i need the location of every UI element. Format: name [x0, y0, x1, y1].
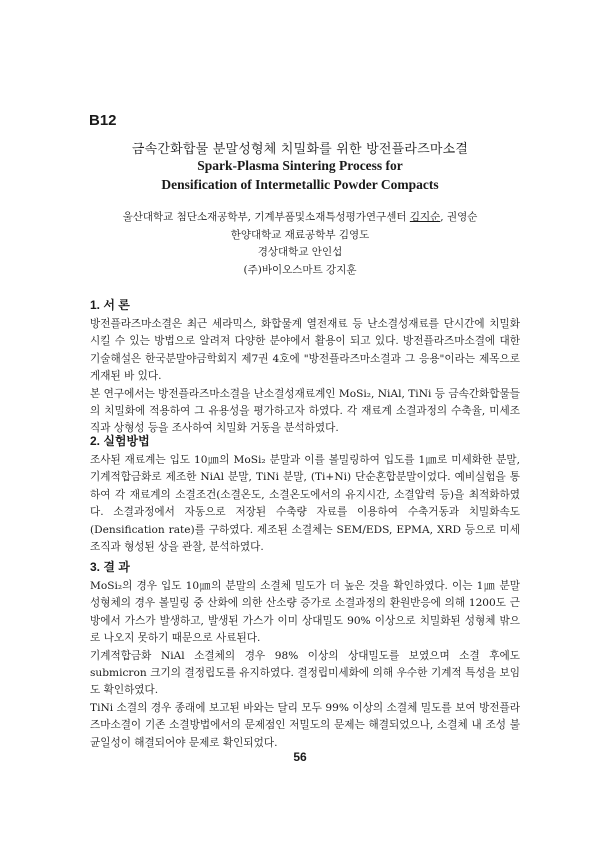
author-block — [0, 209, 600, 279]
section-introduction — [90, 296, 520, 438]
section-heading: 3. 결 과 — [90, 560, 130, 574]
section-heading: 2. 실험방법 — [90, 434, 150, 448]
page-number: 56 — [293, 750, 307, 764]
title-english-line-2: Densification of Intermetallic Powder Compacts — [161, 177, 439, 192]
title-english-line-1: Spark-Plasma Sintering Process for — [197, 158, 403, 173]
section-methods — [90, 432, 520, 556]
paragraph: MoSi₂의 경우 입도 10㎛의 분말의 소결체 밀도가 더 높은 것을 확인하였다. 이는 1㎛ 분말 성형체의 경우 볼밀링 중 산화에 의한 산소량 증가로 소결과정의 환원반응에 의해 1200도 근방에서 가스가 발생하고, 발생된 가스가 이미 상대밀도 90% 이상으로 치밀화된 성형체 밖으로 나오지 못하기 때문으로 사료된다. — [90, 580, 520, 645]
author-line-3: 경상대학교 안인섭 — [257, 246, 343, 258]
abstract-code: B12 — [89, 112, 117, 129]
presenting-author: 김지순 — [409, 211, 441, 223]
author-line-1 — [0, 209, 600, 227]
title-korean: 금속간화합물 분말성형체 치밀화를 위한 방전플라즈마소결 — [131, 142, 469, 157]
author-line-2: 한양대학교 재료공학부 김영도 — [230, 228, 370, 241]
paragraph: TiNi 소결의 경우 종래에 보고된 바와는 달리 모두 99% 이상의 소결체 밀도를 보여 방전플라즈마소결이 기존 소결방법에서의 문제점인 저밀도의 문제는 해결되었으나, 소결체 내 조성 불균일성이 해결되어야 문제로 확인되었다. — [90, 701, 520, 749]
author-line-4: (주)바이오스마트 강지훈 — [243, 263, 357, 276]
paragraph: 방전플라즈마소결은 최근 세라믹스, 화합물계 열전재료 등 난소결성재료를 단시간에 치밀화 시킬 수 있는 방법으로 알려져 다양한 분야에서 활용이 되고 있다. 방전플라즈마소결에 대한 기술해설은 한국분말야금학회지 제7권 4호에 "방전플라즈마소결과 그 응용"이라는 제목으로 게재된 바 있다. — [90, 318, 520, 383]
paragraph: 조사된 재료계는 입도 10㎛의 MoSi₂ 분말과 이를 볼밀링하여 입도를 1㎛로 미세화한 분말, 기계적합금화로 제조한 NiAl 분말, TiNi 분말, (Ti+Ni) 단순혼합분말이었다. 예비실험을 통하여 각 재료계의 소결조건(소결온도, 소결온도에서의 유지시간, 소결압력 등)을 최적화하였다. 소결과정에서 자동으로 저장된 수축량 자료를 이용하여 수축거동과 치밀화속도(Densification rate)를 구하였다. 제조된 소결체는 SEM/EDS, EPMA, XRD 등으로 미세조직과 형성된 상을 관찰, 분석하였다. — [90, 454, 520, 554]
paragraph: 기계적합금화 NiAl 소결체의 경우 98% 이상의 상대밀도를 보였으며 소결 후에도 submicron 크기의 결정립도를 유지하였다. 결정립미세화에 의해 우수한 기계적 특성을 보임도 확인하였다. — [90, 649, 520, 697]
co-author: , 권영순 — [440, 211, 478, 223]
section-results — [90, 558, 520, 752]
affiliation-ulsan: 울산대학교 첨단소재공학부, 기계부품및소재특성평가연구센터 — [122, 211, 410, 223]
paragraph: 본 연구에서는 방전플라즈마소결을 난소결성재료계인 MoSi₂, NiAl, TiNi 등 금속간화합물들의 치밀화에 적용하여 그 유용성을 평가하고자 하였다. 각 재료계 소결과정의 수축율, 미세조직과 상형성 등을 조사하여 치밀화 거동을 분석하였다. — [90, 387, 520, 435]
section-heading: 1. 서 론 — [90, 298, 130, 312]
